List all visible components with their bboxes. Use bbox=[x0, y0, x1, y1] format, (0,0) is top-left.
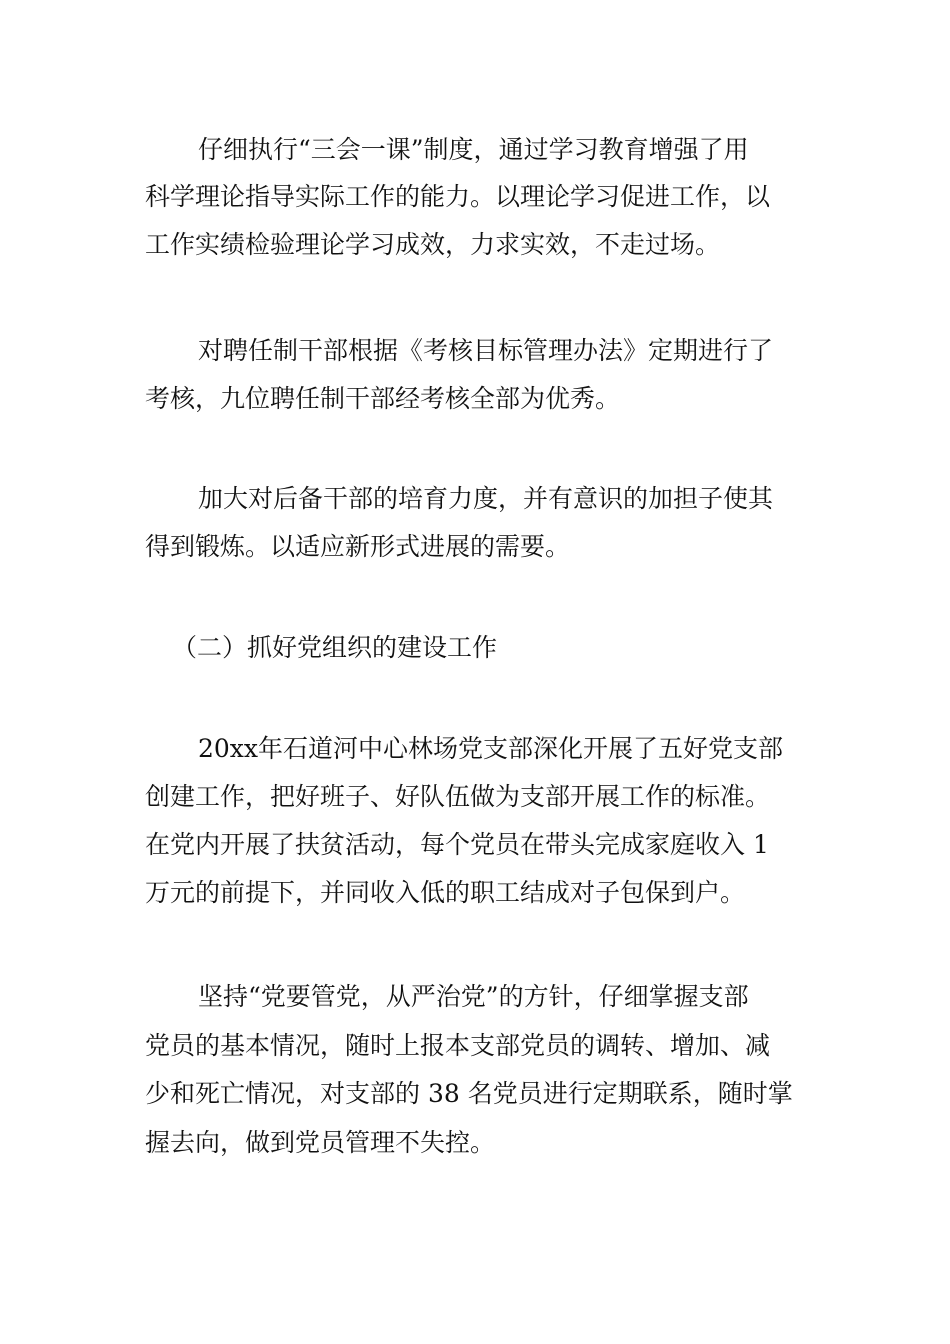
section-heading: （二）抓好党组织的建设工作 bbox=[172, 633, 498, 662]
paragraph-1-line-1: 仔细执行“三会一课”制度，通过学习教育增强了用 bbox=[198, 135, 749, 164]
paragraph-5-line-1: 20xx年石道河中心林场党支部深化开展了五好党支部 bbox=[198, 734, 784, 763]
paragraph-5-line-3: 在党内开展了扶贫活动，每个党员在带头完成家庭收入 1 bbox=[145, 830, 769, 859]
paragraph-2-line-1: 对聘任制干部根据《考核目标管理办法》定期进行了 bbox=[198, 336, 774, 365]
paragraph-5-line-2: 创建工作，把好班子、好队伍做为支部开展工作的标准。 bbox=[145, 782, 771, 811]
paragraph-6-line-3: 少和死亡情况，对支部的 38 名党员进行定期联系，随时掌 bbox=[145, 1079, 793, 1108]
paragraph-3-line-2: 得到锻炼。以适应新形式进展的需要。 bbox=[145, 532, 571, 561]
paragraph-3-line-1: 加大对后备干部的培育力度，并有意识的加担子使其 bbox=[198, 484, 774, 513]
paragraph-5-line-4: 万元的前提下，并同收入低的职工结成对子包保到户。 bbox=[145, 878, 746, 907]
paragraph-6-line-1: 坚持“党要管党，从严治党”的方针，仔细掌握支部 bbox=[198, 982, 749, 1011]
paragraph-2-line-2: 考核，九位聘任制干部经考核全部为优秀。 bbox=[145, 384, 621, 413]
paragraph-1-line-2: 科学理论指导实际工作的能力。以理论学习促进工作，以 bbox=[145, 182, 771, 211]
paragraph-6-line-2: 党员的基本情况，随时上报本支部党员的调转、增加、减 bbox=[145, 1031, 771, 1060]
paragraph-6-line-4: 握去向，做到党员管理不失控。 bbox=[145, 1128, 496, 1157]
paragraph-1-line-3: 工作实绩检验理论学习成效，力求实效，不走过场。 bbox=[145, 230, 721, 259]
